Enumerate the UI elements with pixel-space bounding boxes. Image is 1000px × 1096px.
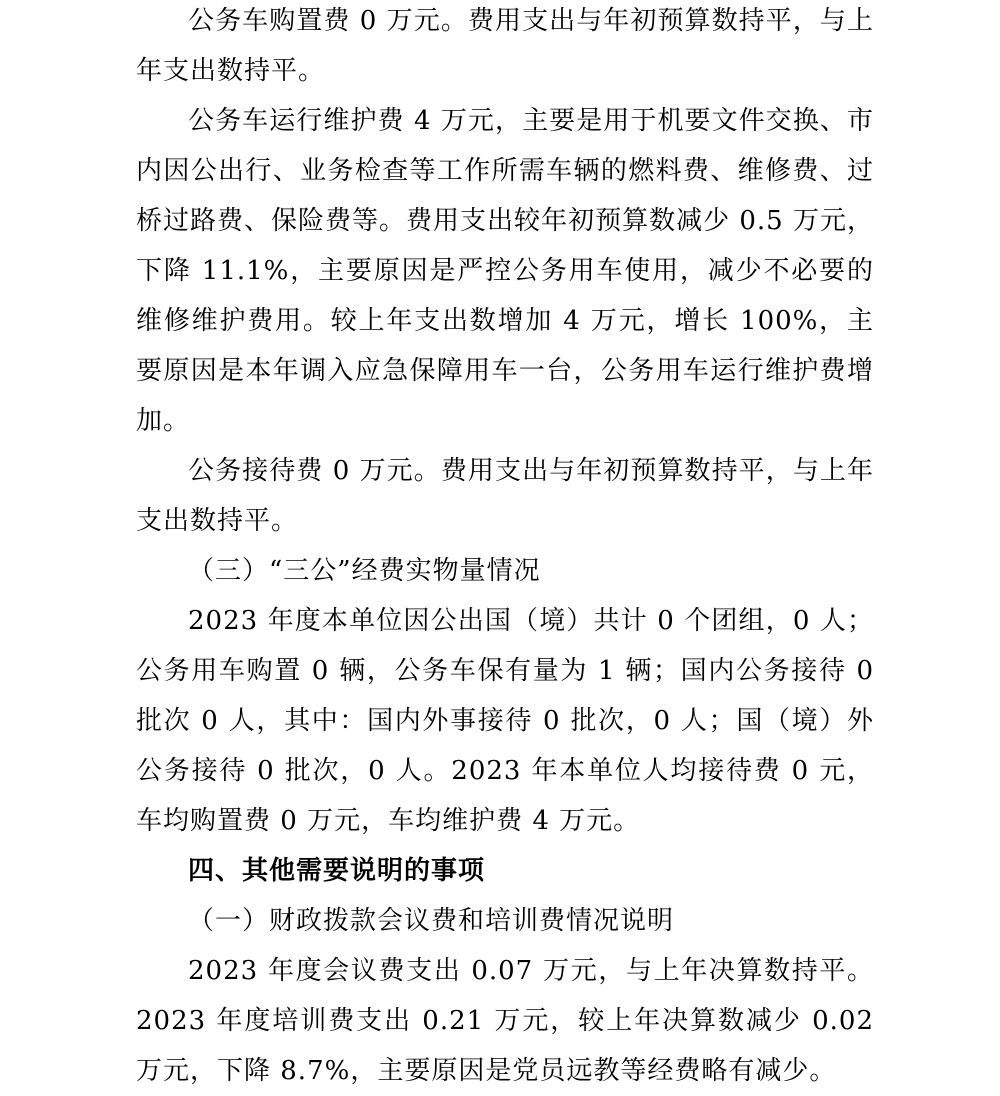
paragraph-meeting-training-details: 2023 年度会议费支出 0.07 万元，与上年决算数持平。2023 年度培训费支出 0.21 万元，较上年决算数减少 0.02 万元，下降 8.7%，主要原因是党员远教等经费略有减少。: [136, 956, 874, 1086]
paragraph-vehicle-maintenance: 公务车运行维护费 4 万元，主要是用于机要文件交换、市内因公出行、业务检查等工作所需车辆的燃料费、维修费、过桥过路费、保险费等。费用支出较年初预算数减少 0.5 万元，下降 11.1%，主要原因是严控公务用车使用，减少不必要的维修维护费用。较上年支出数增加 4 万元，增长 100%，主要原因是本年调入应急保障用车一台，公务用车运行维护费增加。: [136, 106, 874, 436]
section-heading-other-matters: 四、其他需要说明的事项: [188, 856, 486, 886]
subheading-three-public-quantity: （三）“三公”经费实物量情况: [188, 556, 541, 586]
paragraph-quantity-details: 2023 年度本单位因公出国（境）共计 0 个团组，0 人；公务用车购置 0 辆，公务车保有量为 1 辆；国内公务接待 0 批次 0 人，其中：国内外事接待 0 批次，0 人；国（境）外公务接待 0 批次，0 人。2023 年本单位人均接待费 0 元，车均购置费 0 万元，车均维护费 4 万元。: [136, 606, 874, 836]
subheading-meeting-training: （一）财政拨款会议费和培训费情况说明: [188, 906, 675, 936]
document-body: [136, 0, 874, 1096]
paragraph-reception-fee: 公务接待费 0 万元。费用支出与年初预算数持平，与上年支出数持平。: [136, 456, 874, 536]
paragraph-vehicle-purchase: 公务车购置费 0 万元。费用支出与年初预算数持平，与上年支出数持平。: [136, 6, 874, 86]
